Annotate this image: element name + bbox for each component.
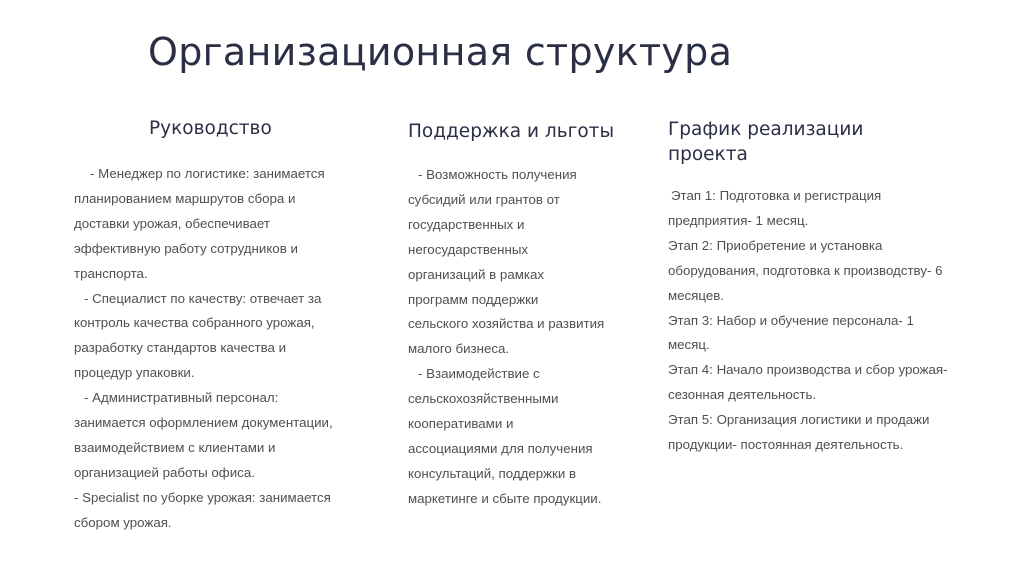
text-line: транспорта.	[74, 265, 148, 281]
text-line: оборудования, подготовка к производству- 6	[668, 262, 943, 278]
text-line: - Административный персонал:	[84, 390, 279, 406]
text-line: контроль качества собранного урожая,	[74, 315, 315, 331]
column-heading	[668, 116, 978, 167]
text-line: ассоциациями для получения	[408, 440, 593, 456]
slide-title: Организационная структура	[148, 30, 733, 74]
text-line: Этап 3: Набор и обучение персонала- 1	[668, 312, 914, 328]
text-line: процедур упаковки.	[74, 365, 195, 381]
text-line: планированием маршрутов сбора и	[74, 190, 296, 206]
text-line: сезонная деятельность.	[668, 387, 817, 403]
column-body	[74, 162, 374, 536]
text-line: организаций в рамках	[408, 266, 545, 282]
text-line: Этап 5: Организация логистики и продажи	[668, 412, 930, 428]
text-line: малого бизнеса.	[408, 341, 510, 357]
text-line: доставки урожая, обеспечивает	[74, 215, 270, 231]
text-line: сбором урожая.	[74, 514, 172, 530]
text-line: консультаций, поддержки в	[408, 465, 577, 481]
text-line: сельского хозяйства и развития	[408, 316, 605, 332]
text-line: месяц.	[668, 337, 710, 353]
text-line: негосударственных	[408, 241, 529, 257]
text-line: эффективную работу сотрудников и	[74, 240, 298, 256]
column-heading: Поддержка и льготы	[408, 121, 615, 142]
column-heading-line: График реализации	[668, 119, 864, 140]
text-line: маркетинге и сбыте продукции.	[408, 490, 602, 506]
text-line: - Возможность получения	[418, 167, 577, 182]
text-line: взаимодействием с клиентами и	[74, 439, 276, 455]
text-line: кооперативами и	[408, 416, 514, 432]
column-body	[408, 163, 648, 512]
text-line: разработку стандартов качества и	[74, 340, 287, 356]
text-line: государственных и	[408, 216, 525, 232]
column-body	[668, 184, 978, 458]
text-line: Этап 2: Приобретение и установка	[668, 237, 883, 253]
text-line: предприятия- 1 месяц.	[668, 212, 809, 228]
text-line: - Специалист по качеству: отвечает за	[84, 290, 322, 306]
text-line: Этап 1: Подготовка и регистрация	[671, 188, 882, 203]
text-line: программ поддержки	[408, 291, 539, 307]
column-timeline	[668, 116, 978, 458]
text-line: месяцев.	[668, 287, 725, 303]
text-line: занимается оформлением документации,	[74, 415, 333, 431]
text-line: организацией работы офиса.	[74, 464, 255, 480]
column-management	[74, 116, 374, 536]
text-line: - Взаимодействие с	[418, 366, 540, 382]
column-support	[408, 116, 648, 512]
column-heading: Руководство	[149, 118, 272, 139]
column-heading-line: проекта	[668, 144, 748, 165]
text-line: - Specialist по уборке урожая: занимается	[74, 489, 331, 505]
text-line: - Менеджер по логистике: занимается	[90, 166, 325, 181]
text-line: сельскохозяйственными	[408, 391, 559, 407]
text-line: продукции- постоянная деятельность.	[668, 437, 904, 453]
text-line: Этап 4: Начало производства и сбор урожая-	[668, 362, 948, 378]
text-line: субсидий или грантов от	[408, 191, 560, 207]
